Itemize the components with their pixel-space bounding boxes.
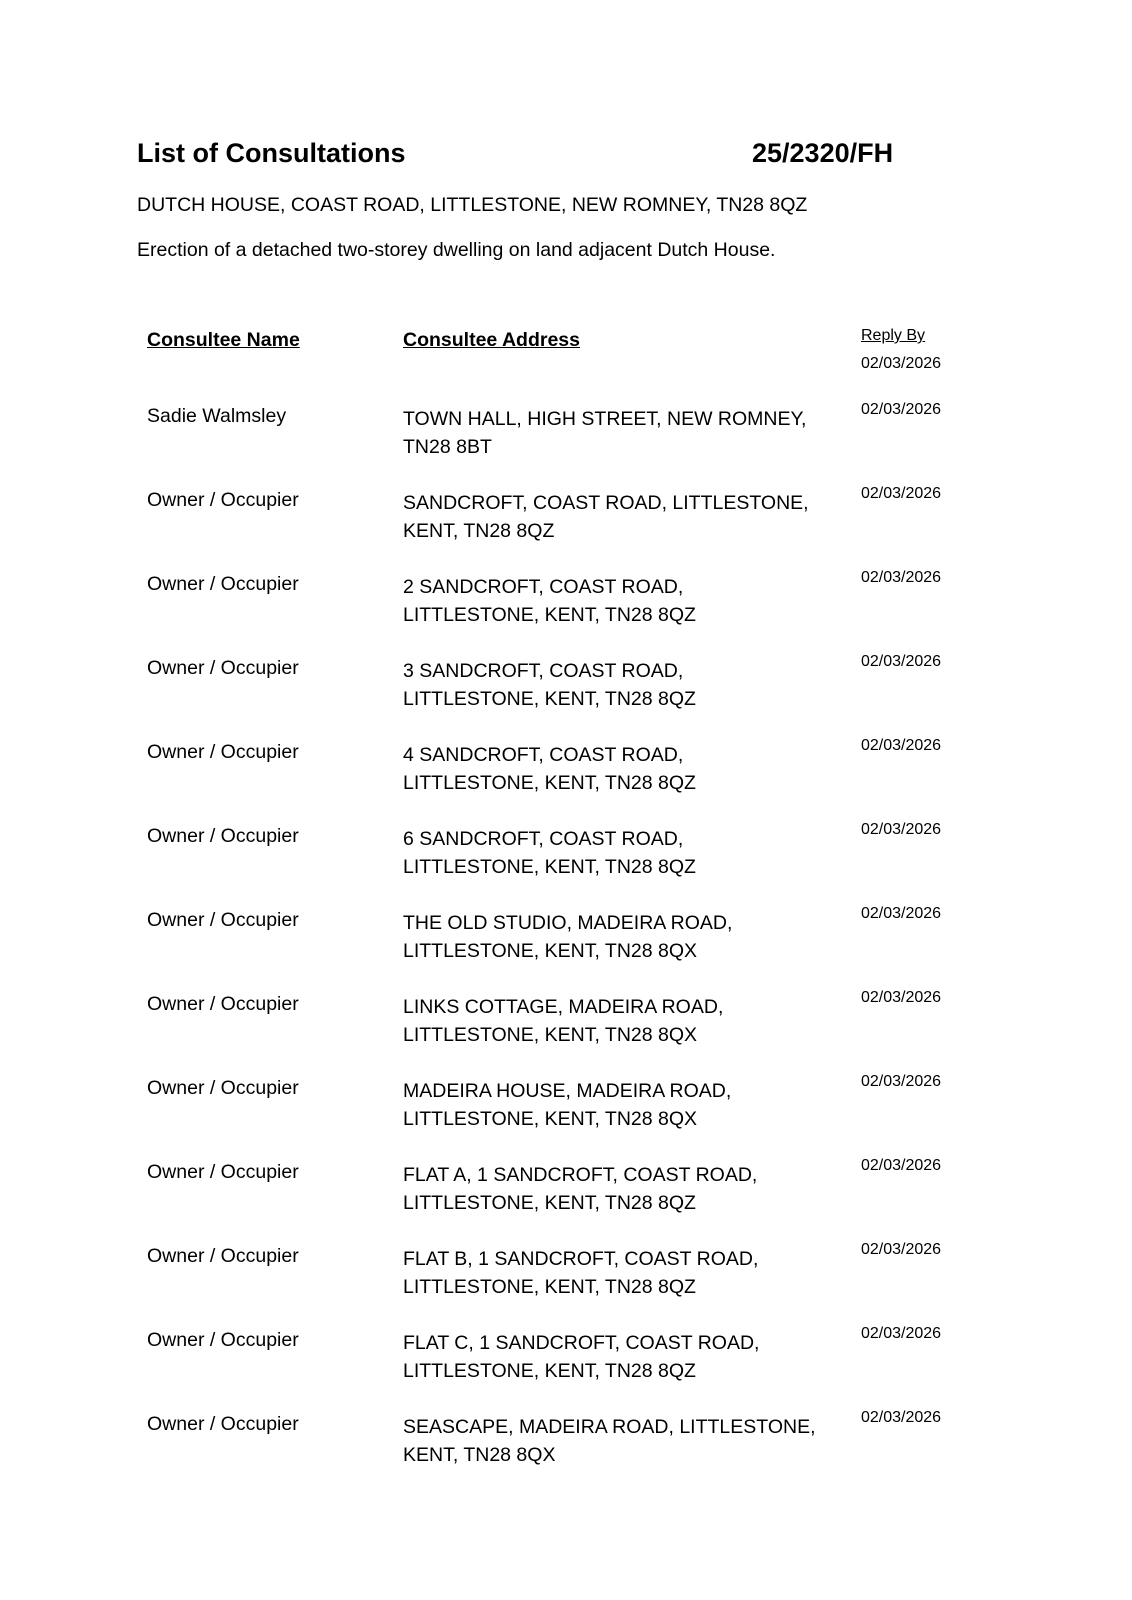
reply-by-date: 02/03/2026 [861,1325,942,1342]
consultee-address: LINKS COTTAGE, MADEIRA ROAD, LITTLESTONE, KENT, TN28 8QX [403,996,724,1046]
consultee-name: Owner / Occupier [147,993,299,1015]
column-header-consultee-name: Consultee Name [147,329,300,351]
reply-by-date: 02/03/2026 [861,1073,942,1090]
reply-by-date: 02/03/2026 [861,737,942,754]
consultee-address: TOWN HALL, HIGH STREET, NEW ROMNEY, TN28 8BT [403,408,807,458]
table-row [0,1409,1132,1493]
consultee-name: Owner / Occupier [147,825,299,847]
table-row [0,401,1132,485]
consultee-address: 2 SANDCROFT, COAST ROAD, LITTLESTONE, KENT, TN28 8QZ [403,576,696,626]
consultee-address: SEASCAPE, MADEIRA ROAD, LITTLESTONE, KENT, TN28 8QX [403,1416,816,1466]
reply-by-date: 02/03/2026 [861,569,942,586]
table-row [0,569,1132,653]
column-header-reply-by: Reply By [861,327,926,344]
consultee-name: Owner / Occupier [147,657,299,679]
consultee-address: 3 SANDCROFT, COAST ROAD, LITTLESTONE, KENT, TN28 8QZ [403,660,696,710]
consultee-name: Owner / Occupier [147,741,299,763]
consultee-address: FLAT B, 1 SANDCROFT, COAST ROAD, LITTLESTONE, KENT, TN28 8QZ [403,1248,759,1298]
table-row [0,905,1132,989]
reply-by-date: 02/03/2026 [861,653,942,670]
table-row [0,1241,1132,1325]
reply-by-date: 02/03/2026 [861,401,942,418]
consultee-address: SANDCROFT, COAST ROAD, LITTLESTONE, KENT, TN28 8QZ [403,492,809,542]
table-row [0,485,1132,569]
table-row [0,737,1132,821]
consultee-name: Owner / Occupier [147,909,299,931]
reply-by-date: 02/03/2026 [861,821,942,838]
table-row [0,1073,1132,1157]
table-row [0,1325,1132,1409]
reply-by-date: 02/03/2026 [861,989,942,1006]
consultee-address: FLAT C, 1 SANDCROFT, COAST ROAD, LITTLESTONE, KENT, TN28 8QZ [403,1332,760,1382]
table-row [0,989,1132,1073]
table-row [0,653,1132,737]
consultee-address: 4 SANDCROFT, COAST ROAD, LITTLESTONE, KENT, TN28 8QZ [403,744,696,794]
consultee-address: MADEIRA HOUSE, MADEIRA ROAD, LITTLESTONE, KENT, TN28 8QX [403,1080,732,1130]
column-header-consultee-address: Consultee Address [403,329,580,351]
page-title: List of Consultations [137,138,406,168]
consultee-address: FLAT A, 1 SANDCROFT, COAST ROAD, LITTLESTONE, KENT, TN28 8QZ [403,1164,758,1214]
reply-by-date: 02/03/2026 [861,355,942,372]
application-reference: 25/2320/FH [752,138,894,168]
consultee-name: Owner / Occupier [147,573,299,595]
consultee-name: Owner / Occupier [147,1329,299,1351]
reply-by-date: 02/03/2026 [861,1157,942,1174]
consultee-name: Owner / Occupier [147,489,299,511]
consultee-name: Sadie Walmsley [147,405,287,427]
consultation-table [0,401,1132,1493]
proposal-description: Erection of a detached two-storey dwelling on land adjacent Dutch House. [137,239,776,261]
consultee-name: Owner / Occupier [147,1077,299,1099]
consultee-name: Owner / Occupier [147,1413,299,1435]
reply-by-date: 02/03/2026 [861,905,942,922]
consultee-address: 6 SANDCROFT, COAST ROAD, LITTLESTONE, KENT, TN28 8QZ [403,828,696,878]
table-row [0,1157,1132,1241]
reply-by-date: 02/03/2026 [861,1409,942,1426]
consultee-name: Owner / Occupier [147,1245,299,1267]
table-row [0,821,1132,905]
consultee-address: THE OLD STUDIO, MADEIRA ROAD, LITTLESTONE, KENT, TN28 8QX [403,912,733,962]
reply-by-date: 02/03/2026 [861,1241,942,1258]
site-address: DUTCH HOUSE, COAST ROAD, LITTLESTONE, NEW ROMNEY, TN28 8QZ [137,194,808,216]
reply-by-date: 02/03/2026 [861,485,942,502]
consultee-name: Owner / Occupier [147,1161,299,1183]
